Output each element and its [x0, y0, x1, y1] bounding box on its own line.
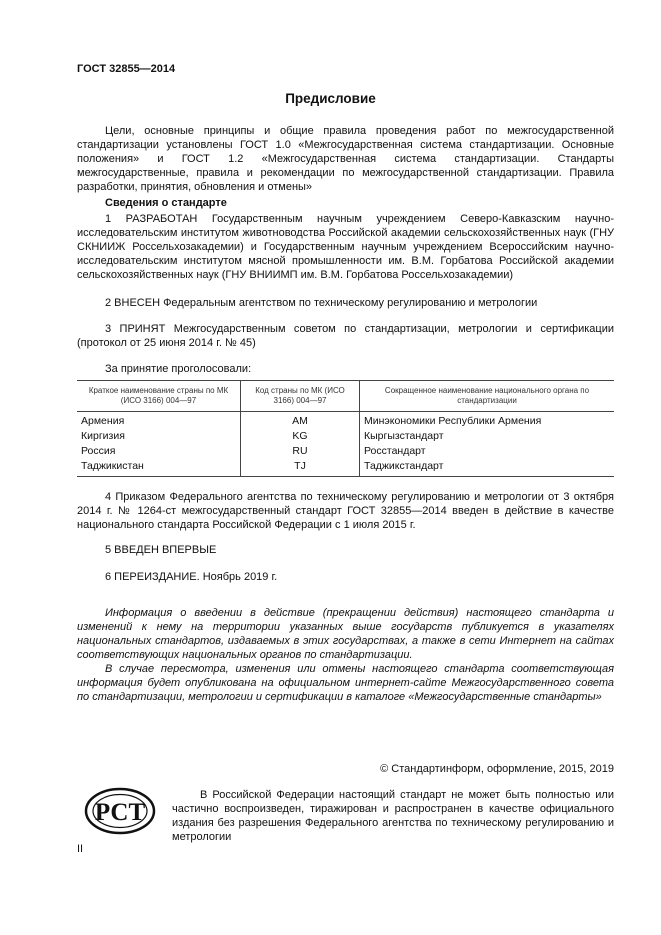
item-6-text: 6 ПЕРЕИЗДАНИЕ. Ноябрь 2019 г.: [105, 571, 278, 583]
notice-effective-text: Информация о введении в действие (прекращении действия) настоящего стандарта и изменений к нему на территории указанных выше государств публикуется в указателях национальных стандартов, издаваемых в этих государствах, а также в сети Интернет на сайтах соответствующих национальных органов по стандартизации.: [77, 607, 614, 661]
cell-country: Киргизия: [81, 430, 125, 442]
cell-code: TJ: [241, 459, 360, 477]
table-header-row: [77, 381, 614, 412]
voted-text: За принятие проголосовали:: [105, 363, 252, 375]
cell-country: Таджикистан: [77, 459, 241, 477]
cell-organ: Кыргызстандарт: [360, 429, 615, 444]
cell-organ: Таджикстандарт: [360, 459, 615, 477]
voted-label: [77, 362, 614, 376]
copyright: © Стандартинформ, оформление, 2015, 2019: [380, 763, 614, 775]
logo-letters: РСТ: [94, 799, 146, 826]
item-3: [77, 322, 614, 350]
voting-table: [77, 380, 614, 477]
item-5: [77, 543, 614, 557]
intro-paragraph: [77, 124, 614, 194]
header-code: Код страны по МК (ИСО 3166) 004—97: [241, 381, 360, 412]
notice-effective: [77, 606, 614, 662]
table-row: [77, 412, 614, 430]
item-4-text: 4 Приказом Федерального агентства по техническому регулированию и метрологии от 3 октября 2014 г. № 1264-ст межгосударственный стандарт ГОСТ 32855—2014 введен в действие в качестве национального стандарта Российской Федерации с 1 июля 2015 г.: [77, 491, 614, 531]
table-row: [77, 429, 614, 444]
item-3-text: 3 ПРИНЯТ Межгосударственным советом по стандартизации, метрологии и сертификации (протокол от 25 июня 2014 г. № 45): [77, 323, 614, 349]
cell-country: Армения: [81, 415, 125, 427]
item-6: [77, 570, 614, 584]
table-row: [77, 459, 614, 477]
intro-text: Цели, основные принципы и общие правила проведения работ по межгосударственной стандартизации установлены ГОСТ 1.0 «Межгосударственная система стандартизации. Основные положения» и ГОСТ 1.2 «Межгосударственная система стандартизации. Стандарты межгосударственные, правила и рекомендации по межгосударственной стандартизации. Правила разработки, принятия, обновления и отмены»: [77, 125, 614, 193]
rst-logo-icon: [84, 787, 156, 835]
notice-revision-text: В случае пересмотра, изменения или отмены настоящего стандарта соответствующая информация будет опубликована на официальном интернет-сайте Межгосударственного совета по стандартизации, метрологии и сертификации в каталоге «Межгосударственные стандарты»: [77, 663, 614, 703]
page-number: II: [77, 843, 84, 855]
header-country: Краткое наименование страны по МК (ИСО 3166) 004—97: [77, 381, 241, 412]
cell-organ: Минэкономики Республики Армения: [360, 412, 615, 430]
item-1-text: 1 РАЗРАБОТАН Государственным научным учреждением Северо-Кавказским научно-исследовательским институтом животноводства Российской академии сельскохозяйственных наук (ГНУ СКНИИЖ Россельхозакадемии) и Государственным научным учреждением Всероссийским научно-исследовательским институтом мясной промышленности им. В.М. Горбатова Российской академии сельскохозяйственных наук (ГНУ ВНИИМП им. В.М. Горбатова Россельхозакадемии): [77, 213, 614, 281]
about-heading: Сведения о стандарте: [105, 197, 227, 209]
cell-code: RU: [241, 444, 360, 459]
notice-revision: [77, 662, 614, 704]
rights-notice: [172, 788, 614, 844]
page-title: Предисловие: [285, 91, 376, 106]
item-4: [77, 490, 614, 532]
item-2-text: 2 ВНЕСЕН Федеральным агентством по техническому регулированию и метрологии: [105, 297, 538, 309]
header-organ: Сокращенное наименование национального органа по стандартизации: [360, 381, 615, 412]
cell-code: KG: [241, 429, 360, 444]
cell-country: Россия: [81, 445, 116, 457]
document-id: ГОСТ 32855—2014: [77, 63, 176, 75]
item-5-text: 5 ВВЕДЕН ВПЕРВЫЕ: [105, 544, 217, 556]
cell-code: AM: [241, 412, 360, 430]
cell-organ: Росстандарт: [360, 444, 615, 459]
table-row: [77, 444, 614, 459]
item-1: [77, 212, 614, 282]
rights-text: В Российской Федерации настоящий стандарт не может быть полностью или частично воспроизведен, тиражирован и распространен в качестве официального издания без разрешения Федерального агентства по техническому регулированию и метрологии: [172, 789, 614, 843]
item-2: [77, 296, 614, 310]
